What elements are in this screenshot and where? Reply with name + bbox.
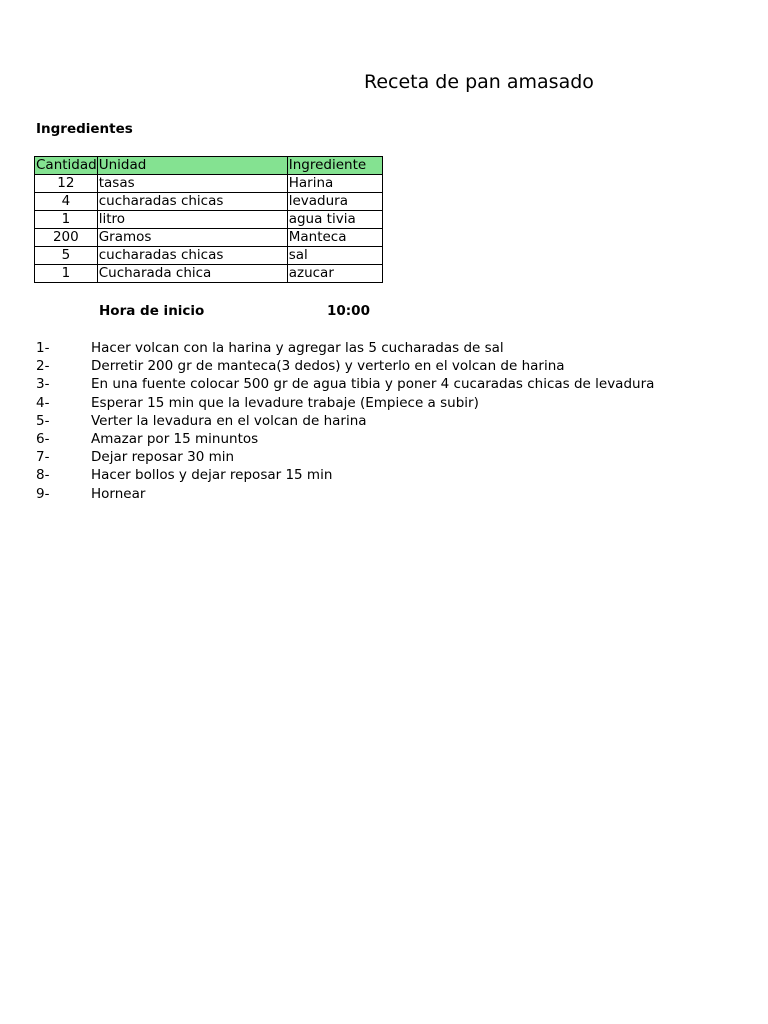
step-text[interactable]: En una fuente colocar 500 gr de agua tibia y poner 4 cucaradas chicas de levadura <box>91 376 655 393</box>
step-number: 4- <box>36 394 50 411</box>
list-item <box>36 375 660 393</box>
step-text[interactable]: Hacer bollos y dejar reposar 15 min <box>91 467 333 484</box>
ingredients-table <box>34 156 383 283</box>
list-item <box>36 339 660 357</box>
header-unidad[interactable]: Unidad <box>97 157 287 175</box>
page-title: Receta de pan amasado <box>364 71 594 93</box>
cell-cantidad[interactable]: 4 <box>35 193 98 211</box>
step-text[interactable]: Dejar reposar 30 min <box>91 449 235 466</box>
step-number: 5- <box>36 412 50 429</box>
cell-ingrediente[interactable]: agua tivia <box>287 211 382 229</box>
list-item <box>36 485 660 503</box>
cell-unidad[interactable]: cucharadas chicas <box>97 247 287 265</box>
cell-ingrediente[interactable]: azucar <box>287 265 382 283</box>
list-item <box>36 357 660 375</box>
list-item <box>36 466 660 484</box>
cell-unidad[interactable]: tasas <box>97 175 287 193</box>
cell-unidad[interactable]: litro <box>97 211 287 229</box>
list-item <box>36 448 660 466</box>
list-item <box>36 430 660 448</box>
step-text[interactable]: Esperar 15 min que la levadure trabaje (Empiece a subir) <box>91 394 479 411</box>
table-header-row <box>35 157 383 175</box>
table-row <box>35 247 383 265</box>
step-number: 6- <box>36 430 50 447</box>
list-item <box>36 394 660 412</box>
list-item <box>36 412 660 430</box>
cell-ingrediente[interactable]: sal <box>287 247 382 265</box>
step-text[interactable]: Hacer volcan con la harina y agregar las 5 cucharadas de sal <box>91 340 504 356</box>
cell-ingrediente[interactable]: Manteca <box>287 229 382 247</box>
header-cantidad[interactable]: Cantidad <box>36 157 97 173</box>
cell-ingrediente[interactable]: Harina <box>287 175 382 193</box>
cell-unidad[interactable]: Gramos <box>97 229 287 247</box>
step-number: 9- <box>36 485 50 502</box>
cell-unidad[interactable]: cucharadas chicas <box>97 193 287 211</box>
step-number: 8- <box>36 467 50 484</box>
table-row <box>35 265 383 283</box>
table-row <box>35 175 383 193</box>
cell-cantidad[interactable]: 200 <box>35 229 98 247</box>
cell-unidad[interactable]: Cucharada chica <box>97 265 287 283</box>
table-row <box>35 211 383 229</box>
step-number: 2- <box>36 358 50 375</box>
table-row <box>35 229 383 247</box>
step-number: 7- <box>36 449 50 466</box>
steps-list <box>36 339 660 503</box>
start-time-label: Hora de inicio <box>99 303 205 319</box>
cell-ingrediente[interactable]: levadura <box>287 193 382 211</box>
cell-cantidad[interactable]: 1 <box>35 265 98 283</box>
start-time-value[interactable]: 10:00 <box>327 303 370 319</box>
step-text[interactable]: Derretir 200 gr de manteca(3 dedos) y verterlo en el volcan de harina <box>91 358 565 375</box>
step-text[interactable]: Amazar por 15 minuntos <box>91 430 259 447</box>
cell-cantidad[interactable]: 5 <box>35 247 98 265</box>
cell-cantidad[interactable]: 1 <box>35 211 98 229</box>
step-number: 3- <box>36 376 50 393</box>
table-row <box>35 193 383 211</box>
ingredients-heading: Ingredientes <box>36 121 133 137</box>
header-ingrediente[interactable]: Ingrediente <box>287 157 382 175</box>
step-text[interactable]: Verter la levadura en el volcan de harina <box>91 412 367 429</box>
cell-cantidad[interactable]: 12 <box>35 175 98 193</box>
step-text[interactable]: Hornear <box>91 485 146 502</box>
step-number: 1- <box>36 340 50 356</box>
